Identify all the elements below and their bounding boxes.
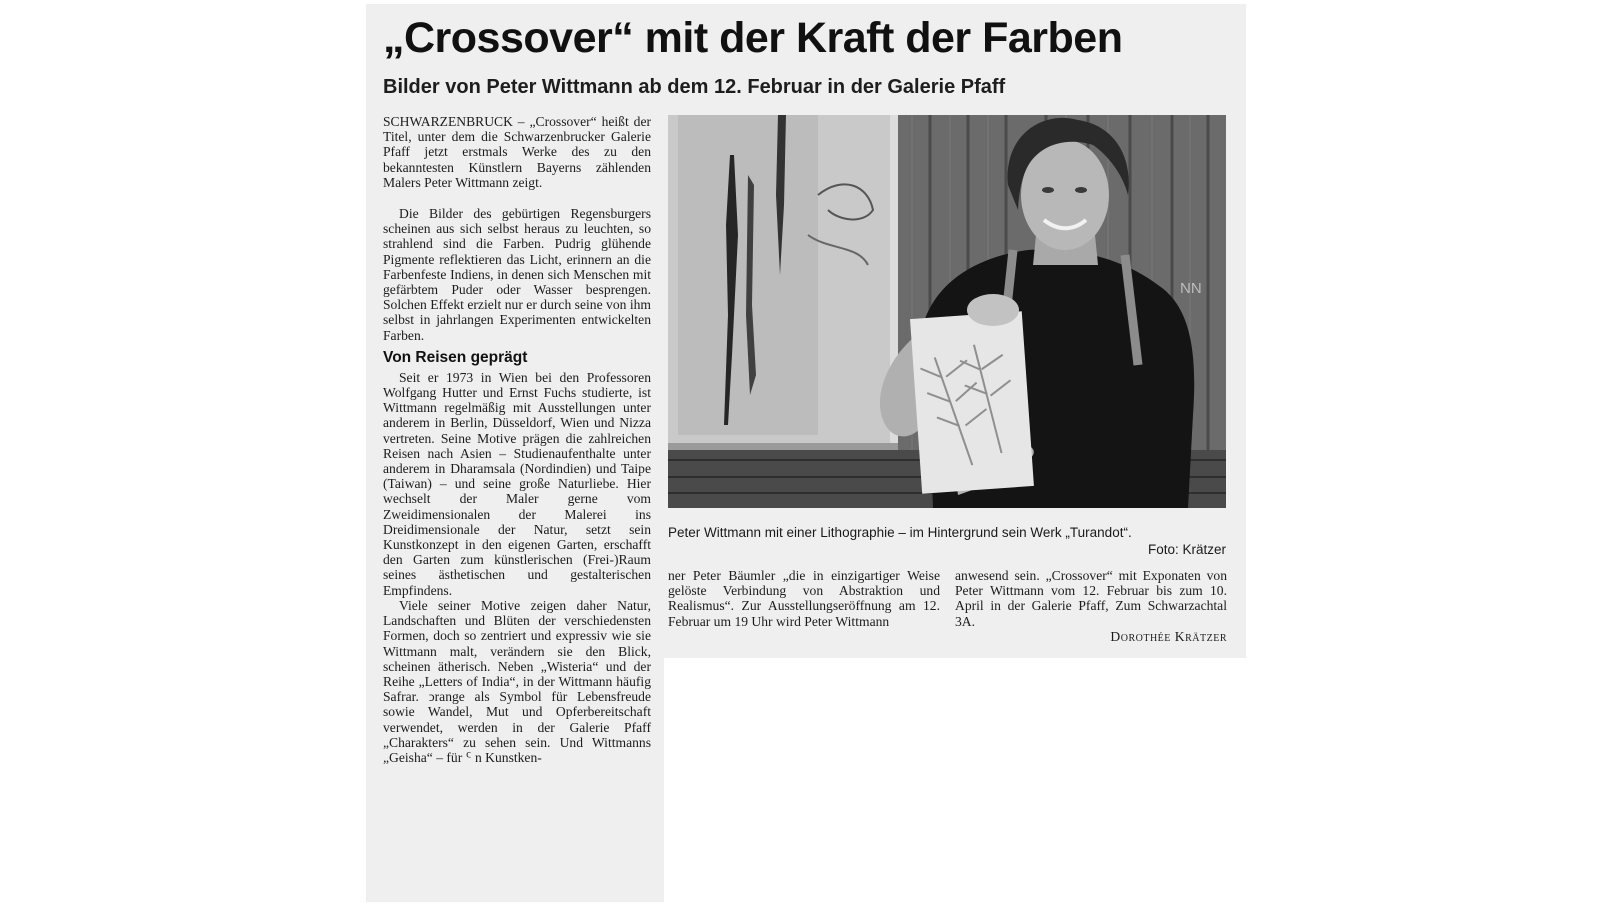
section-subhead: Von Reisen geprägt bbox=[383, 348, 528, 366]
article-paragraph: anwesend sein. „Crossover“ mit Exponaten von Peter Wittmann vom 12. Februar bis zum 10. April in der Galerie Pfaff, Zum Schwarzachtal 3A. bbox=[955, 568, 1227, 629]
photo-artist-with-lithograph bbox=[668, 115, 1226, 508]
article-column-left bbox=[383, 114, 651, 765]
article-paragraph: SCHWARZENBRUCK – „Crossover“ heißt der Titel, unter dem die Schwarzenbrucker Galerie Pfaff jetzt erstmals Werke des zu den bekanntesten Künstlern Bayerns zählenden Malers Peter Wittmann zeigt. bbox=[383, 114, 651, 190]
article-paragraph: ner Peter Bäumler „die in einzigartiger Weise gelöste Verbindung von Abstraktion und Realismus“. Zur Ausstellungseröffnung am 12. Februar um 19 Uhr wird Peter Wittmann bbox=[668, 568, 940, 629]
article-headline: „Crossover“ mit der Kraft der Farben bbox=[383, 14, 1123, 62]
article-column-middle bbox=[668, 568, 940, 629]
article-photo bbox=[668, 115, 1226, 508]
article-subheadline: Bilder von Peter Wittmann ab dem 12. Februar in der Galerie Pfaff bbox=[383, 76, 1006, 98]
author-byline: Dorothée Krätzer bbox=[1110, 628, 1227, 644]
article-column-right bbox=[955, 568, 1227, 644]
photo-credit: Foto: Krätzer bbox=[1147, 542, 1226, 557]
photo-caption-text: Peter Wittmann mit einer Lithographie – im Hintergrund sein Werk „Turandot“. bbox=[668, 525, 1132, 540]
article-paragraph: Seit er 1973 in Wien bei den Professoren Wolfgang Hutter und Ernst Fuchs studierte, ist Wittmann regelmäßig mit Ausstellungen unter anderem in Berlin, Düsseldorf, Wien und Nizza vertreten. Seine Motive prägen die zahlreichen Reisen nach Asien – Studienaufenthalte unter anderem in Dharamsala (Nordindien) und Taipe (Taiwan) – und seine große Naturliebe. Hier wechselt der Maler gerne vom Zweidimensionalen der Malerei ins Dreidimensionale der Natur, setzt sein Kunstkonzept in den eigenen Garten, erschafft den Garten zum künstlerischen (Frei-)Raum seines ästhetischen und gestalterischen Empfindens. bbox=[383, 369, 651, 598]
photo-caption bbox=[668, 524, 1226, 558]
shirt-print: NN bbox=[1180, 280, 1202, 297]
article-paragraph: Die Bilder des gebürtigen Regensburgers scheinen aus sich selbst heraus zu leuchten, so strahlend sind die Farben. Pudrig glühende Pigmente reflektieren das Licht, erinnern an die Farbenfeste Indiens, in denen sich Menschen mit gefärbtem Puder oder Wasser besprengen. Solchen Effekt erzielt nur er durch seine von ihm selbst in jahrlangen Experimenten entwickelten Farben. bbox=[383, 206, 651, 343]
article-paragraph: Viele seiner Motive zeigen daher Natur, Landschaften und Blüten der verschiedensten Formen, doch so zentriert und expressiv wie sie Wittmann malt, verändern sie den Blick, scheinen ätherisch. Neben „Wisteria“ und der Reihe „Letters of India“, in der Wittmann häufig Safrar. ↄrange als Symbol für Lebensfreude sowie Wandel, Mut und Opferbereitschaft verwendet, werden in der Galerie Pfaff „Charakters“ zu sehen sein. Und Wittmanns „Geisha“ – für ᑦ n Kunstken- bbox=[383, 597, 651, 765]
